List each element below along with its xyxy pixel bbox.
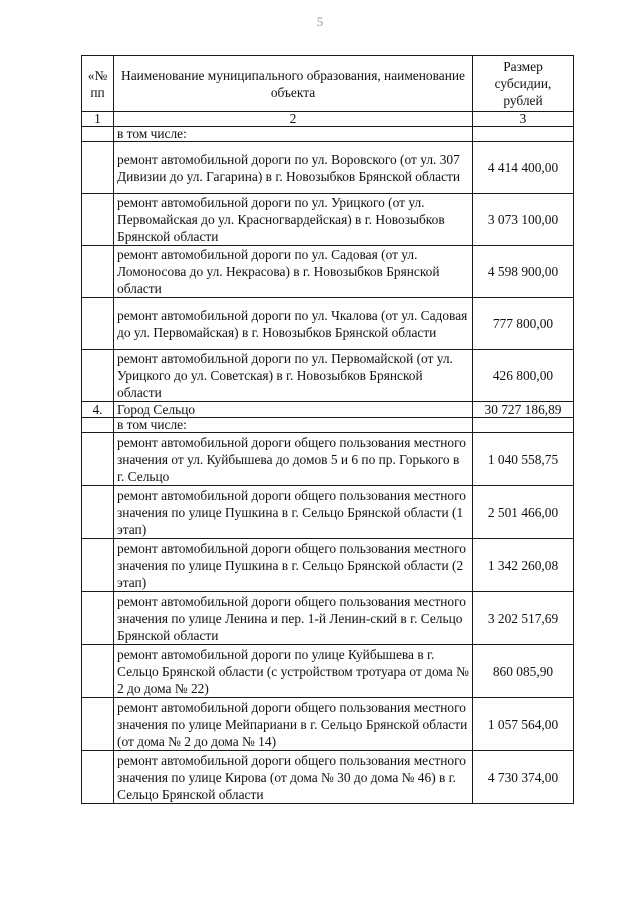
row-number-cell <box>82 194 114 246</box>
row-name-cell: ремонт автомобильной дороги по улице Куйбышева в г. Сельцо Брянской области (с устройством тротуара от дома № 2 до дома № 22) <box>114 645 473 698</box>
row-name-cell: Город Сельцо <box>114 402 473 418</box>
table-row <box>82 402 574 418</box>
row-sum-cell: 3 202 517,69 <box>473 592 574 645</box>
row-number-cell <box>82 418 114 433</box>
column-index-cell: 3 <box>473 112 574 127</box>
row-name-cell: ремонт автомобильной дороги по ул. Урицкого (от ул. Первомайская до ул. Красногвардейская) в г. Новозыбков Брянской области <box>114 194 473 246</box>
subsidy-table <box>81 55 574 804</box>
row-sum-cell: 3 073 100,00 <box>473 194 574 246</box>
table-row <box>82 645 574 698</box>
row-sum-cell: 1 040 558,75 <box>473 433 574 486</box>
header-sum-cell: Размер субсидии, рублей <box>473 56 574 112</box>
table-row <box>82 433 574 486</box>
row-name-cell: ремонт автомобильной дороги по ул. Садовая (от ул. Ломоносова до ул. Некрасова) в г. Новозыбков Брянской области <box>114 246 473 298</box>
row-name-cell: ремонт автомобильной дороги по ул. Чкалова (от ул. Садовая до ул. Первомайская) в г. Новозыбков Брянской области <box>114 298 473 350</box>
table-row <box>82 418 574 433</box>
table-row <box>82 698 574 751</box>
row-number-cell <box>82 127 114 142</box>
table-row <box>82 298 574 350</box>
row-sum-cell: 2 501 466,00 <box>473 486 574 539</box>
row-sum-cell: 4 598 900,00 <box>473 246 574 298</box>
row-sum-cell: 777 800,00 <box>473 298 574 350</box>
row-number-cell <box>82 645 114 698</box>
row-number-cell <box>82 298 114 350</box>
row-sum-cell: 426 800,00 <box>473 350 574 402</box>
row-sum-cell <box>473 127 574 142</box>
page-number: 5 <box>316 14 324 29</box>
row-name-cell: в том числе: <box>114 127 473 142</box>
row-number-cell <box>82 433 114 486</box>
row-name-cell: ремонт автомобильной дороги общего пользования местного значения от ул. Куйбышева до домов 5 и 6 по пр. Горького в г. Сельцо <box>114 433 473 486</box>
row-number-cell <box>82 246 114 298</box>
header-name-cell: Наименование муниципального образования, наименование объекта <box>114 56 473 112</box>
row-number-cell <box>82 751 114 804</box>
row-name-cell: ремонт автомобильной дороги общего пользования местного значения по улице Пушкина в г. Сельцо Брянской области (1 этап) <box>114 486 473 539</box>
table-row <box>82 592 574 645</box>
row-number-cell <box>82 539 114 592</box>
table-row <box>82 539 574 592</box>
row-sum-cell: 30 727 186,89 <box>473 402 574 418</box>
row-number-cell <box>82 142 114 194</box>
table-row <box>82 350 574 402</box>
row-number-cell <box>82 592 114 645</box>
column-index-row <box>82 112 574 127</box>
row-number-cell <box>82 350 114 402</box>
table-row <box>82 142 574 194</box>
row-number-cell <box>82 698 114 751</box>
column-index-cell: 1 <box>82 112 114 127</box>
row-number-cell: 4. <box>82 402 114 418</box>
row-sum-cell <box>473 418 574 433</box>
row-sum-cell: 860 085,90 <box>473 645 574 698</box>
row-number-cell <box>82 486 114 539</box>
table-row <box>82 751 574 804</box>
row-name-cell: ремонт автомобильной дороги общего пользования местного значения по улице Мейпариани в г. Сельцо Брянской области (от дома № 2 до дома № 14) <box>114 698 473 751</box>
row-name-cell: ремонт автомобильной дороги по ул. Первомайской (от ул. Урицкого до ул. Советская) в г. Новозыбков Брянской области <box>114 350 473 402</box>
row-name-cell: ремонт автомобильной дороги общего пользования местного значения по улице Ленина и пер. 1-й Ленин-ский в г. Сельцо Брянской области <box>114 592 473 645</box>
column-index-cell: 2 <box>114 112 473 127</box>
table-row <box>82 246 574 298</box>
table-row <box>82 127 574 142</box>
table-row <box>82 194 574 246</box>
header-number-cell: «№ пп <box>82 56 114 112</box>
row-name-cell: ремонт автомобильной дороги общего пользования местного значения по улице Пушкина в г. Сельцо Брянской области (2 этап) <box>114 539 473 592</box>
row-sum-cell: 1 342 260,08 <box>473 539 574 592</box>
row-name-cell: ремонт автомобильной дороги общего пользования местного значения по улице Кирова (от дома № 30 до дома № 46) в г. Сельцо Брянской области <box>114 751 473 804</box>
table-header-row <box>82 56 574 112</box>
row-sum-cell: 4 730 374,00 <box>473 751 574 804</box>
row-sum-cell: 4 414 400,00 <box>473 142 574 194</box>
row-sum-cell: 1 057 564,00 <box>473 698 574 751</box>
table-row <box>82 486 574 539</box>
row-name-cell: ремонт автомобильной дороги по ул. Воровского (от ул. 307 Дивизии до ул. Гагарина) в г. Новозыбков Брянской области <box>114 142 473 194</box>
row-name-cell: в том числе: <box>114 418 473 433</box>
